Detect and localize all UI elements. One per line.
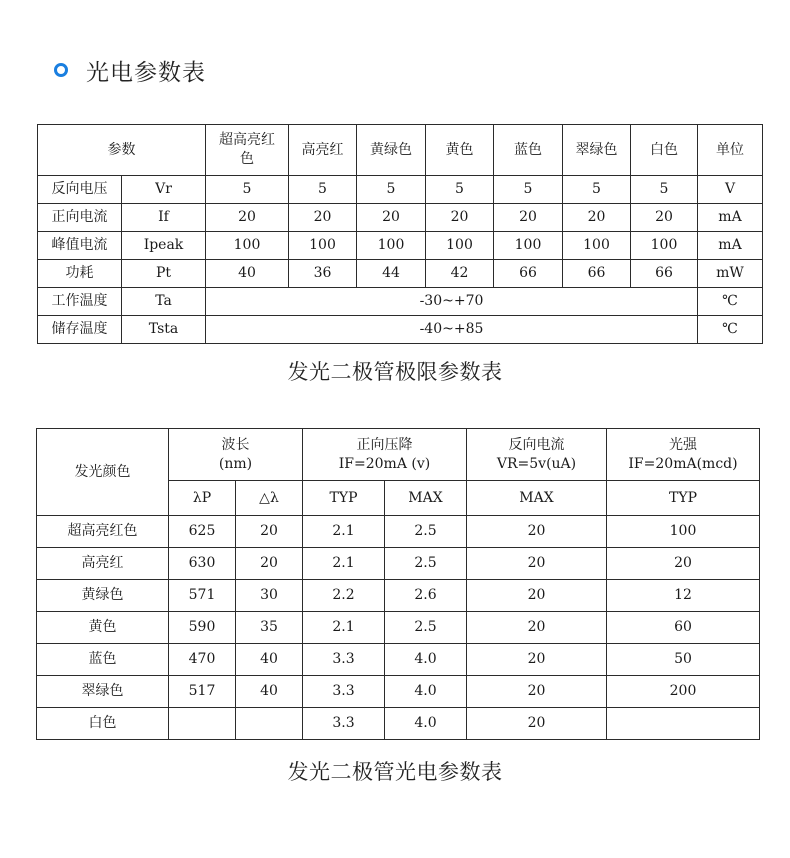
forward-voltage-max: 4.0 [385,708,467,740]
led-color: 超高亮红色 [37,516,169,548]
param-unit: mA [698,204,763,232]
limits-row [38,176,763,204]
optical-row [37,708,760,740]
section-header [54,52,206,88]
peak-wavelength: 571 [169,580,236,612]
optical-row [37,580,760,612]
forward-voltage-max: 4.0 [385,644,467,676]
forward-voltage-max: 2.5 [385,516,467,548]
param-name: 反向电压 [38,176,122,204]
param-symbol: Tsta [122,316,206,344]
forward-voltage-max: 4.0 [385,676,467,708]
section-title: 光电参数表 [86,59,206,86]
param-unit: V [698,176,763,204]
forward-voltage-typ: 2.1 [303,612,385,644]
param-value: 20 [494,204,563,232]
limits-color-header: 高亮红 [289,125,357,176]
param-value: 100 [494,232,563,260]
led-color: 蓝色 [37,644,169,676]
limits-color-header: 翠绿色 [563,125,631,176]
peak-wavelength: 625 [169,516,236,548]
forward-voltage-typ: 3.3 [303,708,385,740]
param-value: 40 [206,260,289,288]
param-value: 44 [357,260,426,288]
optical-row [37,548,760,580]
intensity-typ: 50 [607,644,760,676]
wavelength-unit: (nm) [218,455,253,472]
bandwidth: 35 [236,612,303,644]
led-color: 白色 [37,708,169,740]
forward-voltage-max: 2.5 [385,612,467,644]
param-value: 66 [494,260,563,288]
param-value: 5 [631,176,698,204]
param-symbol: Pt [122,260,206,288]
peak-wavelength-subheader: λP [169,481,236,516]
param-range: -40~+85 [206,316,698,344]
forward-typ-subheader: TYP [303,481,385,516]
led-color: 黄绿色 [37,580,169,612]
wavelength-title: 波长 [221,436,250,453]
param-symbol: Ipeak [122,232,206,260]
wavelength-header [169,429,303,481]
forward-voltage-typ: 2.1 [303,548,385,580]
param-symbol: Vr [122,176,206,204]
forward-voltage-typ: 2.1 [303,516,385,548]
param-value: 5 [563,176,631,204]
led-color: 高亮红 [37,548,169,580]
bandwidth: 20 [236,548,303,580]
led-color: 翠绿色 [37,676,169,708]
forward-max-subheader: MAX [385,481,467,516]
reverse-current-title: 反向电流 [508,436,565,453]
param-value: 20 [206,204,289,232]
optical-row [37,612,760,644]
limits-row [38,232,763,260]
param-value: 100 [289,232,357,260]
param-value: 66 [563,260,631,288]
param-value: 100 [357,232,426,260]
reverse-current-max: 20 [467,548,607,580]
limits-header-row [38,125,763,176]
param-value: 5 [357,176,426,204]
param-value: 5 [426,176,494,204]
param-value: 20 [289,204,357,232]
limits-row [38,316,763,344]
forward-voltage-header [303,429,467,481]
reverse-current-header [467,429,607,481]
peak-wavelength: 517 [169,676,236,708]
limits-unit-header: 单位 [698,125,763,176]
optical-caption: 发光二极管光电参数表 [287,760,503,784]
limits-color-header: 黄绿色 [357,125,426,176]
bandwidth: 40 [236,644,303,676]
bandwidth-subheader: △λ [236,481,303,516]
intensity-header [607,429,760,481]
param-unit: ℃ [698,316,763,344]
peak-wavelength [169,708,236,740]
reverse-max-subheader: MAX [467,481,607,516]
forward-voltage-max: 2.6 [385,580,467,612]
optical-table [36,428,760,740]
forward-voltage-typ: 2.2 [303,580,385,612]
intensity-typ-subheader: TYP [607,481,760,516]
param-value: 36 [289,260,357,288]
peak-wavelength: 590 [169,612,236,644]
reverse-current-max: 20 [467,676,607,708]
param-value: 100 [206,232,289,260]
limits-row [38,260,763,288]
param-value: 100 [631,232,698,260]
bandwidth [236,708,303,740]
optical-header-row [37,429,760,481]
optical-color-header: 发光颜色 [37,429,169,516]
param-value: 5 [206,176,289,204]
param-name: 功耗 [38,260,122,288]
ring-bullet-icon [54,63,68,77]
param-value: 20 [563,204,631,232]
intensity-condition: IF=20mA(mcd) [628,455,738,472]
forward-voltage-max: 2.5 [385,548,467,580]
param-value: 100 [426,232,494,260]
limits-color-header: 黄色 [426,125,494,176]
limits-table [37,124,763,344]
limits-color-header: 超高亮红色 [206,125,289,176]
optical-row [37,644,760,676]
intensity-typ: 60 [607,612,760,644]
optical-row [37,676,760,708]
led-color: 黄色 [37,612,169,644]
param-symbol: Ta [122,288,206,316]
param-range: -30~+70 [206,288,698,316]
param-value: 20 [426,204,494,232]
param-value: 100 [563,232,631,260]
param-name: 正向电流 [38,204,122,232]
param-name: 储存温度 [38,316,122,344]
peak-wavelength: 470 [169,644,236,676]
bandwidth: 20 [236,516,303,548]
limits-row [38,288,763,316]
peak-wavelength: 630 [169,548,236,580]
optical-row [37,516,760,548]
reverse-current-max: 20 [467,612,607,644]
limits-color-header: 白色 [631,125,698,176]
bandwidth: 30 [236,580,303,612]
limits-row [38,204,763,232]
param-value: 5 [289,176,357,204]
reverse-current-max: 20 [467,516,607,548]
param-unit: mA [698,232,763,260]
param-value: 5 [494,176,563,204]
param-value: 20 [357,204,426,232]
forward-voltage-typ: 3.3 [303,644,385,676]
reverse-current-max: 20 [467,580,607,612]
forward-voltage-title: 正向压降 [356,436,413,453]
intensity-typ: 200 [607,676,760,708]
param-value: 20 [631,204,698,232]
limits-caption: 发光二极管极限参数表 [287,360,503,384]
intensity-typ: 100 [607,516,760,548]
reverse-current-max: 20 [467,708,607,740]
forward-voltage-condition: IF=20mA (v) [338,455,431,472]
param-unit: mW [698,260,763,288]
param-unit: ℃ [698,288,763,316]
limits-param-header: 参数 [38,125,206,176]
param-symbol: If [122,204,206,232]
intensity-typ: 20 [607,548,760,580]
intensity-typ [607,708,760,740]
reverse-current-condition: VR=5v(uA) [496,455,577,472]
intensity-typ: 12 [607,580,760,612]
param-name: 工作温度 [38,288,122,316]
forward-voltage-typ: 3.3 [303,676,385,708]
intensity-title: 光强 [669,436,697,453]
limits-color-header: 蓝色 [494,125,563,176]
param-name: 峰值电流 [38,232,122,260]
param-value: 42 [426,260,494,288]
bandwidth: 40 [236,676,303,708]
param-value: 66 [631,260,698,288]
reverse-current-max: 20 [467,644,607,676]
